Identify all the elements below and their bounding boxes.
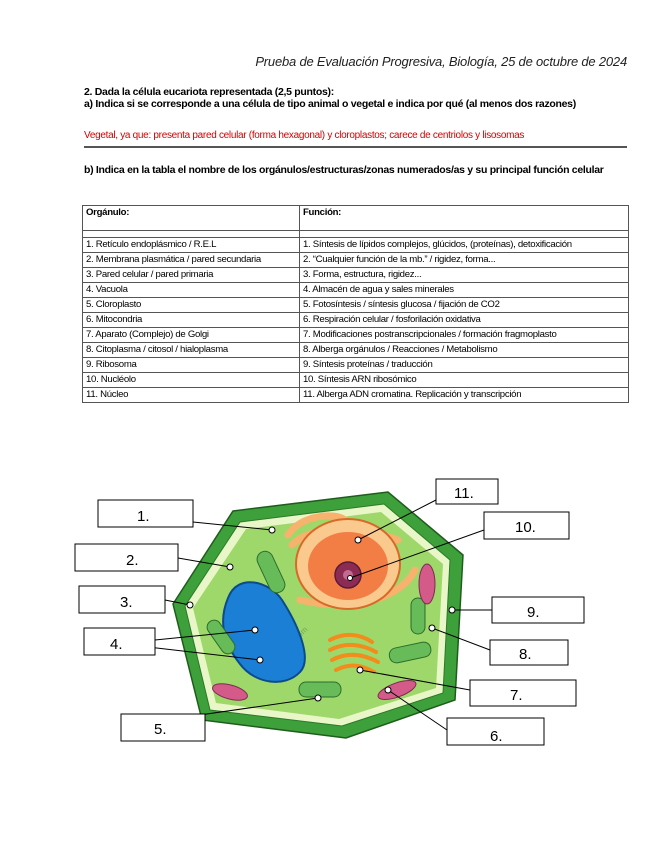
organelle-cell: 11. Núcleo: [83, 388, 300, 403]
function-cell: 2. “Cualquier función de la mb.” / rigidez, forma...: [299, 253, 628, 268]
diagram-label-7: 7.: [510, 687, 523, 704]
organelle-cell: 8. Citoplasma / citosol / hialoplasma: [83, 343, 300, 358]
diagram-label-8: 8.: [519, 646, 532, 663]
organelle-cell: 6. Mitocondria: [83, 313, 300, 328]
function-cell: 7. Modificaciones postranscripcionales / formación fragmoplasto: [299, 328, 628, 343]
diagram-label-11: 11.: [454, 485, 474, 502]
function-cell: 1. Síntesis de lípidos complejos, glúcidos, (proteínas), detoxificación: [299, 238, 628, 253]
chloroplast: [299, 682, 341, 697]
diagram-label-2: 2.: [126, 552, 139, 569]
function-cell: 11. Alberga ADN cromatina. Replicación y transcripción: [299, 388, 628, 403]
organelle-cell: 5. Cloroplasto: [83, 298, 300, 313]
function-cell: 5. Fotosíntesis / síntesis glucosa / fijación de CO2: [299, 298, 628, 313]
organelle-cell: 9. Ribosoma: [83, 358, 300, 373]
organelle-cell: 1. Retículo endoplásmico / R.E.L: [83, 238, 300, 253]
function-cell: 10. Síntesis ARN ribosómico: [299, 373, 628, 388]
diagram-label-10: 10.: [515, 519, 536, 536]
function-cell: 9. Síntesis proteínas / traducción: [299, 358, 628, 373]
column-header-organelle: Orgánulo:: [83, 206, 300, 231]
function-cell: 3. Forma, estructura, rigidez...: [299, 268, 628, 283]
answer-a: Vegetal, ya que: presenta pared celular (forma hexagonal) y cloroplastos; carece de centriolos y lisosomas: [84, 130, 525, 141]
question-part-b: b) Indica en la tabla el nombre de los orgánulos/estructuras/zonas numerados/as y su principal función celular: [84, 164, 604, 176]
mitochondrion: [419, 564, 435, 604]
organelle-cell: 4. Vacuola: [83, 283, 300, 298]
organelle-cell: 10. Nucléolo: [83, 373, 300, 388]
function-cell: 6. Respiración celular / fosforilación oxidativa: [299, 313, 628, 328]
diagram-label-1: 1.: [137, 508, 150, 525]
chloroplast: [411, 598, 425, 634]
diagram-label-6: 6.: [490, 728, 503, 745]
function-cell: 4. Almacén de agua y sales minerales: [299, 283, 628, 298]
diagram-label-4: 4.: [110, 636, 123, 653]
organelle-cell: 3. Pared celular / pared primaria: [83, 268, 300, 283]
question-title: 2. Dada la célula eucariota representada (2,5 puntos):: [84, 86, 334, 98]
column-header-function: Función:: [299, 206, 628, 231]
function-cell: 8. Alberga orgánulos / Reacciones / Metabolismo: [299, 343, 628, 358]
diagram-label-3: 3.: [120, 594, 133, 611]
exam-header: Prueba de Evaluación Progresiva, Biología, 25 de octubre de 2024: [255, 54, 627, 69]
organelle-cell: 7. Aparato (Complejo) de Golgi: [83, 328, 300, 343]
diagram-label-9: 9.: [527, 604, 540, 621]
question-part-a: a) Indica si se corresponde a una célula de tipo animal o vegetal e indica por qué (al menos dos razones): [84, 98, 576, 110]
organelle-cell: 2. Membrana plasmática / pared secundaria: [83, 253, 300, 268]
diagram-label-5: 5.: [154, 721, 167, 738]
